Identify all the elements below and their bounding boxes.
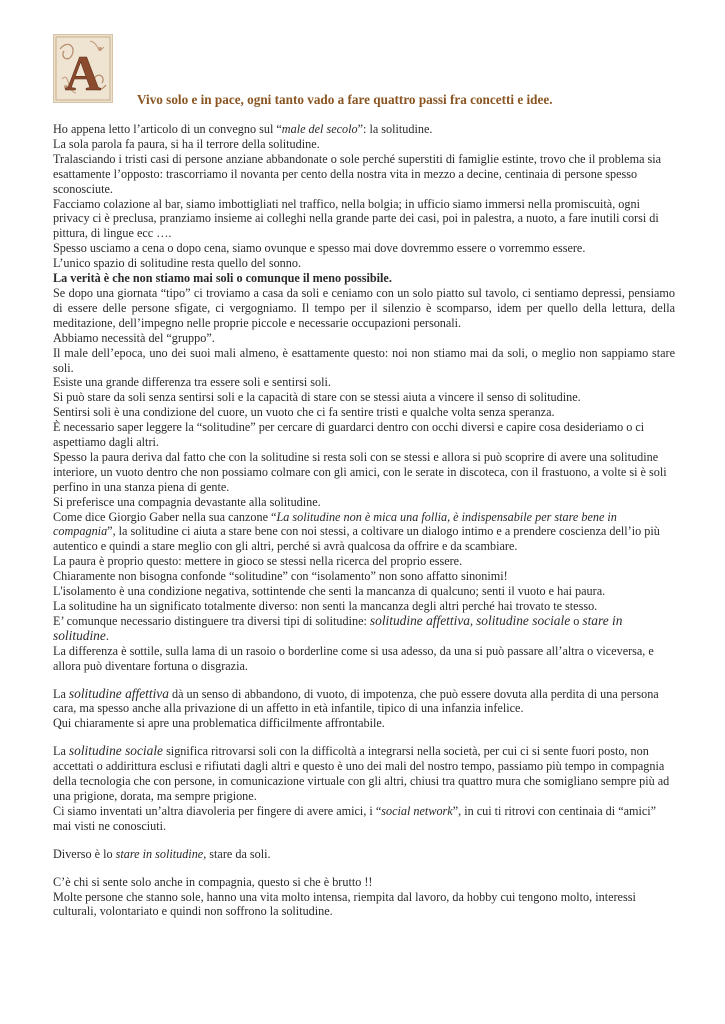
- paragraph: La solitudine ha un significato totalmente diverso: non senti la mancanza degli altri perché hai trovato te stesso.: [53, 599, 598, 613]
- bold-statement: La verità è che non stiamo mai soli o comunque il meno possibile.: [53, 271, 392, 286]
- paragraph: Ho appena letto l’articolo di un convegno sul “male del secolo”: la solitudine.: [53, 122, 433, 136]
- paragraph: L'isolamento è una condizione negativa, sottintende che senti la mancanza di qualcuno; senti il vuoto e hai paura.: [53, 584, 606, 599]
- paragraph: La sola parola fa paura, si ha il terrore della solitudine.: [53, 136, 320, 151]
- paragraph: Facciamo colazione al bar, siamo imbottigliati nel traffico, nella bolgia; in ufficio siamo immersi nella promiscuità, ogni privacy ci è preclusa, pranziamo insieme ai colleghi nella grande parte dei casi, poi in palestra, a nuoto, a fare inutili corsi di pittura, di lingue ecc ….: [53, 196, 659, 241]
- paragraph: E’ comunque necessario distinguere tra diversi tipi di solitudine: solitudine affettiva, solitudine sociale o stare in solitudine.: [53, 612, 623, 643]
- paragraph: Se dopo una giornata “tipo” ci troviamo a casa da soli e ceniamo con un solo piatto sul tavolo, ci sentiamo depressi, pensiamo di essere delle persone sfigate, ci vergogniamo. Il tempo per il silenzio è scomparso, idem per quello della lettura, della meditazione, dell’impegno nelle proprie piccole e necessarie occupazioni personali.: [53, 285, 675, 330]
- paragraph: Molte persone che stanno sole, hanno una vita molto intensa, riempita dal lavoro, da hobby cui tengono molto, interessi culturali, volontariato e quindi non soffrono la solitudine.: [53, 889, 636, 919]
- paragraph: L’unico spazio di solitudine resta quello del sonno.: [53, 256, 301, 271]
- paragraph: La paura è proprio questo: mettere in gioco se stessi nella ricerca del proprio essere.: [53, 554, 463, 569]
- paragraph: Si può stare da soli senza sentirsi soli e la capacità di stare con se stessi aiuta a vincere il senso di solitudine.: [53, 390, 581, 405]
- paragraph: Spesso la paura deriva dal fatto che con la solitudine si resta soli con se stessi e allora si può scoprire di avere una solitudine interiore, un vuoto dentro che non possiamo colmare con gli amici, con le serate in discoteca, con il frastuono, a volte si è soli perfino in una stanza piena di gente.: [53, 449, 667, 494]
- paragraph: Qui chiaramente si apre una problematica difficilmente affrontabile.: [53, 716, 385, 731]
- svg-text:A: A: [64, 45, 102, 101]
- paragraph: Come dice Giorgio Gaber nella sua canzone “La solitudine non è mica una follia, è indispensabile per stare bene in compagnia”, la solitudine ci aiuta a stare bene con noi stessi, a coltivare un dialogo intimo e a prendere coscienza dell’io più autentico e quindi a stare meglio con gli altri, perché si avrà qualcosa da offrire e da scambiare.: [53, 509, 660, 554]
- paragraph: Sentirsi soli è una condizione del cuore, un vuoto che ci fa sentire tristi e qualche volta senza speranza.: [53, 405, 555, 420]
- paragraph: Esiste una grande differenza tra essere soli e sentirsi soli.: [53, 375, 331, 390]
- paragraph: Chiaramente non bisogna confonde “solitudine” con “isolamento” non sono affatto sinonimi!: [53, 569, 508, 584]
- paragraph: La differenza è sottile, sulla lama di un rasoio o borderline come si usa adesso, da una si può passare all’altra o viceversa, e allora può diventare fortuna o disgrazia.: [53, 643, 654, 673]
- article-body: [53, 122, 675, 919]
- paragraph: Il male dell’epoca, uno dei suoi mali almeno, è esattamente questo: noi non stiamo mai da soli, o meglio non sappiamo stare soli.: [53, 345, 675, 375]
- paragraph: È necessario saper leggere la “solitudine” per cercare di guardarci dentro con occhi diversi e capire cosa desideriamo o ci aspettiamo dagli altri.: [53, 420, 645, 450]
- paragraph: Si preferisce una compagnia devastante alla solitudine.: [53, 494, 321, 509]
- ornamental-letter-icon: [54, 35, 112, 102]
- paragraph: La solitudine affettiva dà un senso di abbandono, di vuoto, di impotenza, che può essere dovuta alla perdita di una persona cara, ma spesso anche alla privazione di un affetto in età infantile, tipico di una infanzia infelice.: [53, 685, 659, 716]
- paragraph: La solitudine sociale significa ritrovarsi soli con la difficoltà a integrarsi nella società, per cui ci si sente fuori posto, non accettati o addirittura esclusi e rifiutati dagli altri e questo è uno dei mali del nostro tempo, passiamo più tempo in compagnia della tecnologia che con persone, in comunicazione virtuale con gli altri, chiusi tra quattro mura che somigliano sempre più ad una prigione, dorata, ma sempre prigione.: [53, 743, 670, 803]
- headline: Vivo solo e in pace, ogni tanto vado a fare quattro passi fra concetti e idee.: [137, 92, 553, 107]
- paragraph: Ci siamo inventati un’altra diavoleria per fingere di avere amici, i “social network”, in cui ti ritrovi con centinaia di “amici” mai visti ne conosciuti.: [53, 803, 657, 833]
- paragraph: Diverso è lo stare in solitudine, stare da soli.: [53, 846, 271, 861]
- decorative-initial-image: [53, 34, 113, 103]
- paragraph: C’è chi si sente solo anche in compagnia, questo si che è brutto !!: [53, 874, 373, 889]
- paragraph: Abbiamo necessità del “gruppo”.: [53, 330, 215, 345]
- paragraph: Spesso usciamo a cena o dopo cena, siamo ovunque e spesso mai dove dovremmo essere o vorremmo essere.: [53, 241, 586, 256]
- paragraph: Tralasciando i tristi casi di persone anziane abbandonate o sole perché superstiti di famiglie estinte, trovo che il problema sia esattamente l’opposto: trascorriamo il novanta per cento della nostra vita in mezzo a decine, centinaia di persone spesso sconosciute.: [53, 151, 662, 196]
